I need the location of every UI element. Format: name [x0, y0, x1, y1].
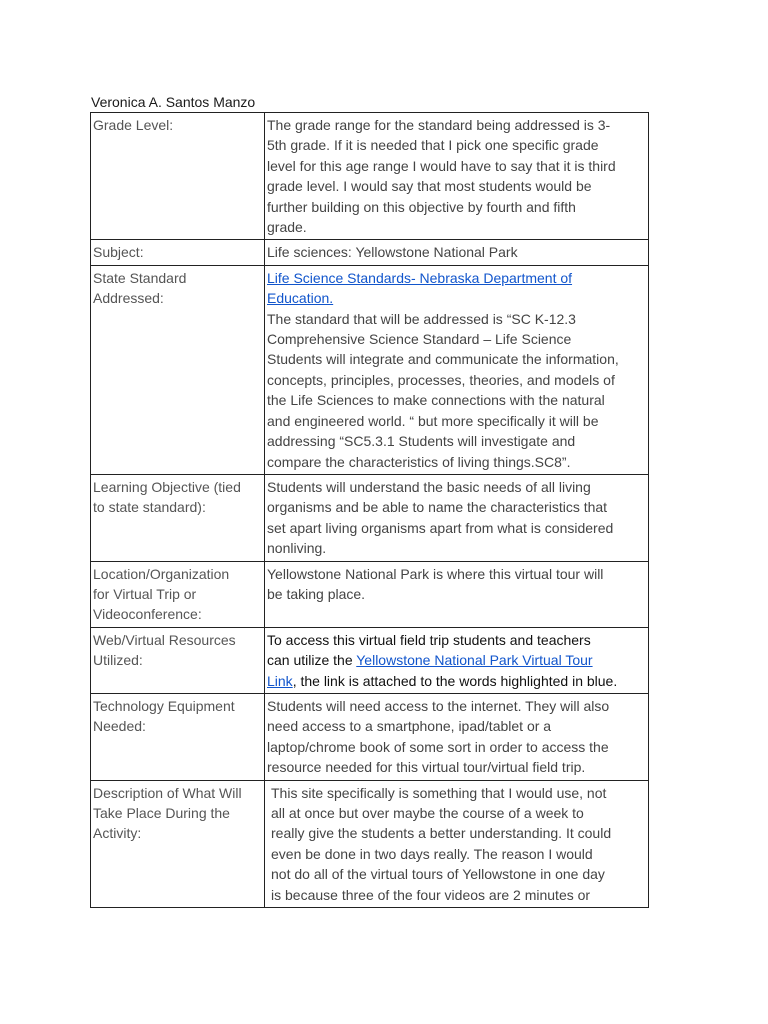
text-line: not do all of the virtual tours of Yellowstone in one day: [271, 866, 605, 883]
label-line: Take Place During the: [93, 805, 230, 821]
text-line: all at once but over maybe the course of a week to: [271, 805, 584, 821]
text-line: nonliving.: [267, 540, 327, 557]
row-web-resources: [91, 627, 649, 693]
label-line: Activity:: [93, 825, 142, 842]
row-technology: [91, 693, 649, 780]
text-line: further building on this objective by fourth and fifth: [267, 198, 576, 215]
label-line: Grade Level:: [93, 117, 174, 133]
label-line: Addressed:: [93, 290, 164, 307]
value-learning-objective: [265, 474, 649, 561]
text-line: organisms and be able to name the characteristics that: [267, 499, 608, 516]
row-subject: [91, 240, 649, 265]
text-line: [267, 650, 646, 670]
text-line: This site specifically is something that I would use, not: [271, 784, 607, 801]
text-line: concepts, principles, processes, theories, and models of: [267, 371, 615, 388]
link-line[interactable]: Education.: [267, 290, 334, 307]
text-line: level for this age range I would have to say that it is third: [267, 157, 616, 174]
label-subject: [91, 240, 265, 265]
text-line: grade level. I would say that most students would be: [267, 178, 592, 195]
text-line: resource needed for this virtual tour/virtual field trip.: [267, 759, 586, 776]
text-line: is because three of the four videos are 2 minutes or: [271, 886, 591, 903]
label-technology: [91, 693, 265, 780]
label-line: Subject:: [93, 244, 144, 261]
label-state-standard: [91, 265, 265, 474]
label-line: Description of What Will: [93, 784, 242, 801]
value-technology: [265, 693, 649, 780]
value-location: [265, 561, 649, 627]
author-name: Veronica A. Santos Manzo: [91, 94, 256, 110]
label-line: Learning Objective (tied: [93, 478, 241, 495]
text-line: The standard that will be addressed is “SC K-12.3: [267, 310, 576, 327]
text-line: and engineered world. “ but more specifically it will be: [267, 412, 599, 429]
text-line: laptop/chrome book of some sort in order to access the: [267, 738, 609, 755]
label-line: for Virtual Trip or: [93, 585, 197, 602]
text-line: grade.: [267, 219, 307, 236]
standards-link[interactable]: [267, 270, 572, 306]
value-web-resources: [265, 627, 649, 693]
label-location: [91, 561, 265, 627]
label-web-resources: [91, 627, 265, 693]
text-line: Students will understand the basic needs of all living: [267, 478, 591, 495]
text-line: The grade range for the standard being addressed is 3-: [267, 117, 611, 133]
label-line: to state standard):: [93, 499, 206, 516]
label-line: Location/Organization: [93, 565, 230, 582]
value-state-standard: [265, 265, 649, 474]
row-description: [91, 780, 649, 907]
value-subject: [265, 240, 649, 265]
link-line[interactable]: Life Science Standards- Nebraska Department of: [267, 269, 573, 286]
text-line: 5th grade. If it is needed that I pick one specific grade: [267, 137, 599, 154]
text-line: need access to a smartphone, ipad/tablet or a: [267, 718, 552, 735]
text-line: compare the characteristics of living things.SC8”.: [267, 453, 571, 470]
lesson-plan-table: [90, 112, 649, 908]
text-line: Students will need access to the internet. They will also: [267, 697, 610, 714]
label-line: Videoconference:: [93, 606, 202, 623]
text-line: Comprehensive Science Standard – Life Science: [267, 331, 572, 348]
label-line: Web/Virtual Resources: [93, 631, 236, 648]
row-learning-objective: [91, 474, 649, 561]
label-line: Technology Equipment: [93, 697, 235, 714]
label-line: Utilized:: [93, 652, 143, 669]
label-line: Needed:: [93, 718, 146, 735]
text-line: Life sciences: Yellowstone National Park: [267, 244, 518, 261]
text-line: even be done in two days really. The reason I would: [271, 845, 593, 862]
label-grade-level: [91, 113, 265, 240]
label-line: State Standard: [93, 269, 187, 286]
label-learning-objective: [91, 474, 265, 561]
text-line: [267, 671, 646, 691]
text-line: be taking place.: [267, 585, 366, 602]
text-fragment: , the link is attached to the words highlighted in blue.: [292, 672, 618, 689]
text-line: the Life Sciences to make connections with the natural: [267, 392, 605, 409]
text-fragment: can utilize the: [267, 652, 357, 669]
text-line: really give the students a better understanding. It could: [271, 825, 612, 842]
row-state-standard: [91, 265, 649, 474]
row-location: [91, 561, 649, 627]
value-description: [265, 780, 649, 907]
text-line: Yellowstone National Park is where this virtual tour will: [267, 565, 604, 582]
text-line: Students will integrate and communicate the information,: [267, 351, 619, 368]
label-description: [91, 780, 265, 907]
value-grade-level: [265, 113, 649, 240]
text-line: addressing “SC5.3.1 Students will investigate and: [267, 433, 576, 450]
text-line: To access this virtual field trip students and teachers: [267, 631, 591, 648]
yellowstone-tour-link[interactable]: Yellowstone National Park Virtual Tour: [356, 652, 593, 669]
text-line: set apart living organisms apart from what is considered: [267, 519, 614, 536]
yellowstone-tour-link-end[interactable]: Link: [267, 672, 293, 689]
row-grade-level: [91, 113, 649, 240]
